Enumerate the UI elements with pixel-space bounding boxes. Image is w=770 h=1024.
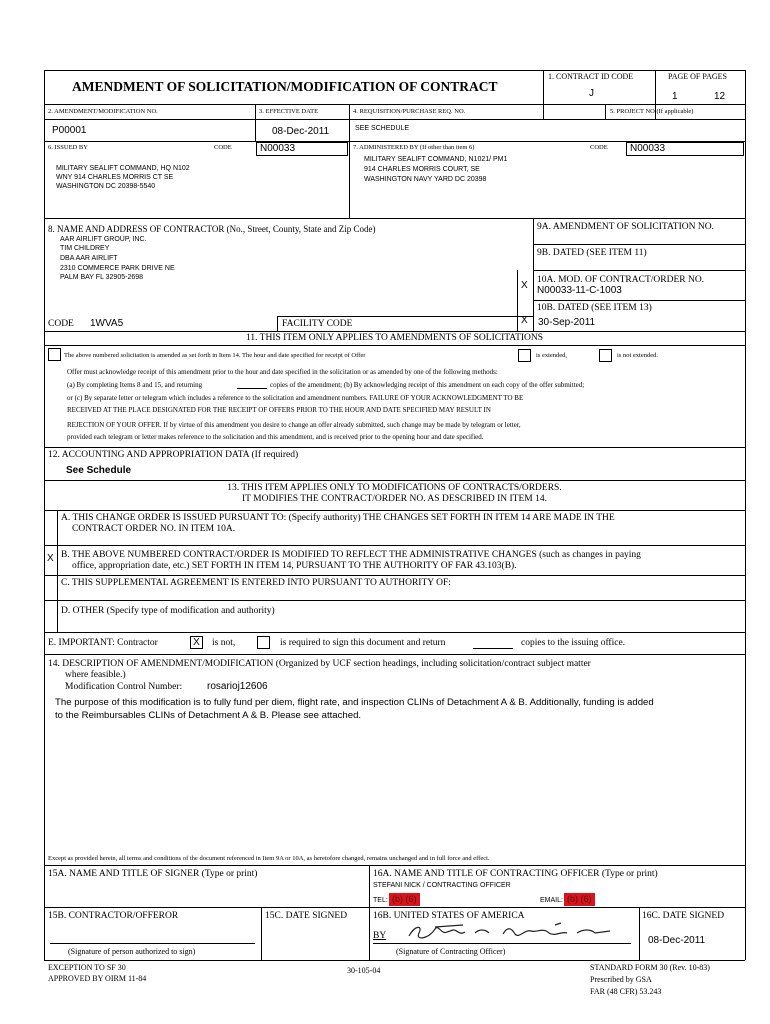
rule	[533, 218, 534, 331]
rule	[57, 510, 58, 632]
item13-heading-2: IT MODIFIES THE CONTRACT/ORDER NO. AS DESCRIBED IN ITEM 14.	[242, 494, 547, 504]
rule	[44, 104, 745, 105]
requisition-label: 4. REQUISITION/PURCHASE REQ. NO.	[353, 108, 466, 115]
requisition-value: SEE SCHEDULE	[355, 125, 410, 132]
contractor-line: 2310 COMMERCE PARK DRIVE NE	[60, 265, 175, 272]
dated-x-mark: X	[521, 315, 528, 326]
project-no-label: 5. PROJECT NO.(If applicable)	[610, 108, 694, 115]
page-count: 12	[714, 91, 726, 102]
rule	[261, 907, 262, 960]
is-not-extended-label: is not extended.	[617, 352, 658, 359]
item13b-line: office, appropriation date, etc.) SET FORTH IN ITEM 14, PURSUANT TO THE AUTHORITY OF FAR 43.103(B).	[72, 561, 517, 571]
officer-signature-caption: (Signature of Contracting Officer)	[396, 947, 506, 956]
issued-by-line: WNY 914 CHARLES MORRIS CT SE	[56, 174, 174, 181]
contractor-signature-line	[50, 943, 255, 944]
page-of-pages-label: PAGE OF PAGES	[668, 72, 727, 81]
is-not-label: is not,	[212, 638, 236, 648]
issued-by-code: N00033	[260, 143, 296, 154]
rule	[543, 70, 544, 119]
contractor-line: AAR AIRLIFT GROUP, INC.	[60, 236, 147, 243]
item13b-line: B. THE ABOVE NUMBERED CONTRACT/ORDER IS MODIFIED TO REFLECT THE ADMINISTRATIVE CHANGES (such as changes in paying	[61, 550, 641, 560]
administered-by-code-label: CODE	[590, 144, 608, 151]
is-required-checkbox[interactable]	[257, 636, 270, 649]
officer-date-label: 16C. DATE SIGNED	[642, 911, 725, 921]
contracting-officer-signature	[405, 921, 620, 943]
signer-name-label: 15A. NAME AND TITLE OF SIGNER (Type or print)	[48, 869, 258, 879]
accounting-data-value: See Schedule	[66, 465, 132, 476]
item13-heading-1: 13. THIS ITEM APPLIES ONLY TO MODIFICATIONS OF CONTRACTS/ORDERS.	[227, 483, 562, 493]
contractor-code: 1WVA5	[90, 318, 124, 329]
tel-label: TEL:	[373, 897, 388, 904]
officer-date: 08-Dec-2011	[648, 935, 706, 946]
mod-x-mark: X	[521, 280, 528, 291]
rule	[44, 70, 745, 71]
terms-unchanged-note: Except as provided herein, all terms and conditions of the document referenced in Item 9A or 10A, as heretofore changed, remains unchanged and in full force and effect.	[48, 855, 490, 862]
item11-sentence: The above numbered solicitation is amended as set forth in Item 14. The hour and date specified for receipt of Offer	[64, 352, 366, 359]
rule	[44, 545, 745, 546]
rule	[44, 480, 745, 481]
copies-label: copies to the issuing office.	[521, 638, 626, 648]
contractor-offeror-label: 15B. CONTRACTOR/OFFEROR	[48, 911, 179, 921]
rule	[255, 104, 256, 141]
amendment-no: P00001	[52, 125, 87, 136]
tel-redaction: (b) (6)	[389, 893, 420, 906]
administered-by-label: 7. ADMINISTERED BY (If other than item 6)	[353, 144, 475, 151]
description-text: to the Reimbursables CLINs of Detachment A & B. Please see attached.	[55, 710, 362, 721]
administered-by-line: MILITARY SEALIFT COMMAND, N1021/ PM1	[364, 156, 508, 163]
item11-paragraph-line: provided each telegram or letter makes reference to the solicitation and this amendment, and is received prior to the opening hour and date specified.	[67, 433, 484, 441]
dated-10b-label: 10B. DATED (SEE ITEM 13)	[537, 303, 652, 313]
is-required-label: is required to sign this document and return	[280, 638, 446, 648]
contractor-line: DBA AAR AIRLIFT	[60, 255, 118, 262]
contract-id-code-label: 1. CONTRACT ID CODE	[548, 72, 634, 81]
contractor-code-label: CODE	[48, 319, 74, 329]
rule	[44, 119, 745, 120]
by-label: BY	[373, 931, 387, 941]
description-label: 14. DESCRIPTION OF AMENDMENT/MODIFICATION (Organized by UCF section headings, including solicitation/contract subject matter	[48, 659, 591, 669]
rule	[44, 600, 745, 601]
rule	[517, 270, 518, 331]
amendment-no-label: 2. AMENDMENT/MODIFICATION NO.	[48, 108, 158, 115]
issued-by-line: MILITARY SEALIFT COMMAND, HQ N102	[56, 165, 190, 172]
is-extended-checkbox[interactable]	[518, 349, 531, 362]
item13d-line: D. OTHER (Specify type of modification and authority)	[61, 606, 275, 616]
effective-date-label: 3. EFFECTIVE DATE	[259, 108, 319, 115]
item11-paragraph-line: RECEIVED AT THE PLACE DESIGNATED FOR THE RECEIPT OF OFFERS PRIOR TO THE HOUR AND DATE SPECIFIED MAY RESULT IN	[67, 406, 491, 414]
rule	[44, 331, 745, 332]
approval-note: APPROVED BY OIRM 11-84	[48, 974, 147, 983]
rule	[533, 270, 745, 271]
contractor-line: TIM CHILDREY	[60, 245, 110, 252]
description-label-2: where feasible.)	[65, 670, 126, 680]
item13c-line: C. THIS SUPPLEMENTAL AGREEMENT IS ENTERED INTO PURSUANT TO AUTHORITY OF:	[61, 578, 451, 588]
item11-paragraph-line: or (c) By separate letter or telegram which includes a reference to the solicitation and amendment numbers. FAILURE OF YOUR ACKNOWLEDGMENT TO BE	[67, 394, 524, 402]
mod-contract-no: N00033-11-C-1003	[537, 285, 622, 296]
mod-of-contract-label: 10A. MOD. OF CONTRACT/ORDER NO.	[537, 275, 705, 285]
contracting-officer-name: STEFANI NICK / CONTRACTING OFFICER	[373, 882, 511, 889]
rule	[44, 632, 745, 633]
rule	[44, 345, 745, 346]
copies-blank	[237, 388, 267, 389]
rule	[44, 218, 745, 219]
issued-by-code-label: CODE	[214, 144, 232, 151]
page-number: 1	[672, 91, 678, 102]
facility-code-label: FACILITY CODE	[282, 319, 353, 329]
description-text: The purpose of this modification is to fully fund per diem, flight rate, and inspection CLINs of Detachment A & B. Additionally, funding is added	[55, 697, 654, 708]
usa-label: 16B. UNITED STATES OF AMERICA	[373, 911, 525, 921]
dated-10b-value: 30-Sep-2011	[538, 317, 596, 328]
prescribed-by: Prescribed by GSA	[590, 975, 652, 984]
item13b-x-mark: X	[47, 553, 54, 564]
item11-paragraph-line: Offer must acknowledge receipt of this amendment prior to the hour and date specified in the solicitation or as amended by one of the following methods:	[67, 368, 498, 376]
accounting-data-label: 12. ACCOUNTING AND APPROPRIATION DATA (If required)	[48, 450, 299, 460]
issued-by-line: WASHINGTON DC 20398-5540	[56, 183, 156, 190]
standard-form-label: STANDARD FORM 30 (Rev. 10-83)	[590, 963, 710, 972]
effective-date: 08-Dec-2011	[272, 126, 330, 137]
form-control-number: 30-105-04	[347, 966, 381, 975]
rule	[44, 865, 745, 866]
rule	[44, 960, 745, 961]
contractor-line: PALM BAY FL 32905-2698	[60, 274, 144, 281]
copies-return-blank	[473, 648, 513, 649]
is-extended-label: is extended,	[536, 352, 568, 359]
exception-note: EXCEPTION TO SF 30	[48, 963, 126, 972]
item11-paragraph-line: (a) By completing Items 8 and 15, and returning	[67, 381, 203, 389]
email-label: EMAIL:	[540, 897, 563, 904]
administered-by-line: WASHINGTON NAVY YARD DC 20398	[364, 176, 487, 183]
dated-9b-label: 9B. DATED (SEE ITEM 11)	[537, 248, 647, 258]
item13a-line: CONTRACT ORDER NO. IN ITEM 10A.	[72, 524, 236, 534]
email-redaction: (b) (6)	[564, 893, 595, 906]
item13a-line: A. THIS CHANGE ORDER IS ISSUED PURSUANT TO: (Specify authority) THE CHANGES SET FORTH IN ITEM 14 ARE MADE IN THE	[61, 513, 615, 523]
is-not-checkbox[interactable]: X	[190, 636, 203, 649]
contractor-date-label: 15C. DATE SIGNED	[265, 911, 348, 921]
rule	[605, 104, 606, 119]
amendment-of-solicitation-label: 9A. AMENDMENT OF SOLICITATION NO.	[537, 222, 714, 232]
rule	[44, 575, 745, 576]
rule	[44, 510, 745, 511]
contractor-label: 8. NAME AND ADDRESS OF CONTRACTOR (No., Street, County, State and Zip Code)	[48, 224, 376, 234]
officer-signature-line	[373, 943, 631, 944]
administered-by-code: N00033	[630, 143, 666, 154]
form-title: AMENDMENT OF SOLICITATION/MODIFICATION OF CONTRACT	[72, 79, 498, 94]
far-reference: FAR (48 CFR) 53.243	[590, 987, 662, 996]
item11-paragraph-line: REJECTION OF YOUR OFFER. If by virtue of this amendment you desire to change an offer already submitted, such change may be made by telegram or letter,	[67, 421, 521, 429]
solicitation-amended-checkbox[interactable]	[48, 348, 61, 361]
rule	[44, 447, 745, 448]
rule	[533, 300, 745, 301]
issued-by-label: 6. ISSUED BY	[48, 144, 88, 151]
rule	[44, 70, 45, 960]
control-number: rosarioj12606	[207, 681, 268, 692]
rule	[745, 70, 746, 960]
item11-heading: 11. THIS ITEM ONLY APPLIES TO AMENDMENTS OF SOLICITATIONS	[245, 333, 544, 343]
contractor-signature-caption: (Signature of person authorized to sign)	[68, 947, 196, 956]
is-not-extended-checkbox[interactable]	[599, 349, 612, 362]
important-label: E. IMPORTANT: Contractor	[48, 638, 158, 648]
control-number-label: Modification Control Number:	[65, 682, 183, 692]
rule	[44, 654, 745, 655]
rule	[349, 104, 350, 218]
administered-by-line: 914 CHARLES MORRIS COURT, SE	[364, 166, 480, 173]
rule	[369, 865, 370, 960]
contract-id-code: J	[589, 88, 594, 99]
rule	[639, 907, 640, 960]
contracting-officer-name-label: 16A. NAME AND TITLE OF CONTRACTING OFFICER (Type or print)	[373, 869, 658, 879]
item11-paragraph-line: copies of the amendment; (b) By acknowledging receipt of this amendment on each copy of the offer submitted;	[270, 381, 585, 389]
rule	[533, 244, 745, 245]
